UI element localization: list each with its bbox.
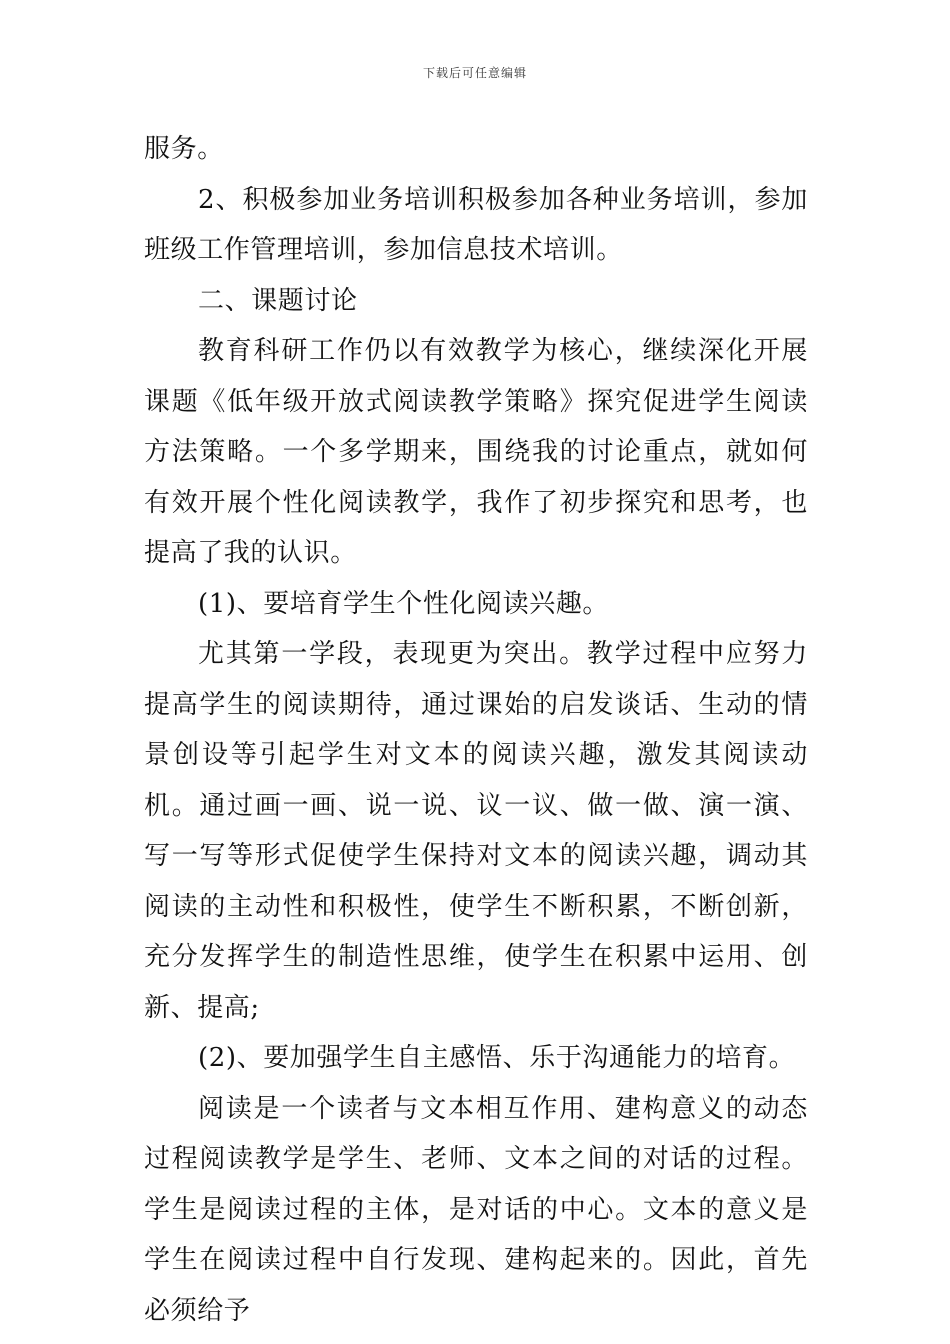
paragraph-research-intro: 教育科研工作仍以有效教学为核心，继续深化开展课题《低年级开放式阅读教学策略》探究促进学生阅读方法策略。一个多学期来，围绕我的讨论重点，就如何有效开展个性化阅读教学，我作了初步探究和思考，也提高了我的认识。 (144, 336, 808, 568)
paragraph-item-1-body: 尤其第一学段，表现更为突出。教学过程中应努力提高学生的阅读期待，通过课始的启发谈话、生动的情景创设等引起学生对文本的阅读兴趣，激发其阅读动机。通过画一画、说一说、议一议、做一做、演一演、写一写等形式促使学生保持对文本的阅读兴趣，调动其阅读的主动性和积极性，使学生不断积累，不断创新，充分发挥学生的制造性思维，使学生在积累中运用、创新、提高; (144, 639, 808, 1023)
section-heading-research: 二、课题讨论 (198, 285, 358, 316)
paragraph-item-1-heading: (1)、要培育学生个性化阅读兴趣。 (198, 588, 610, 619)
paragraph-item-2-body: 阅读是一个读者与文本相互作用、建构意义的动态过程阅读教学是学生、老师、文本之间的对话的过程。学生是阅读过程的主体，是对话的中心。文本的意义是学生在阅读过程中自行发现、建构起来的。因此，首先必须给予 (144, 1093, 808, 1326)
paragraph-training: 2、积极参加业务培训积极参加各种业务培训，参加班级工作管理培训，参加信息技术培训。 (144, 184, 808, 265)
document-body (144, 124, 808, 1336)
paragraph-item-2-heading: (2)、要加强学生自主感悟、乐于沟通能力的培育。 (198, 1043, 796, 1073)
paragraph-service-end: 服务。 (144, 134, 224, 164)
page-header-note: 下载后可任意编辑 (422, 66, 527, 80)
